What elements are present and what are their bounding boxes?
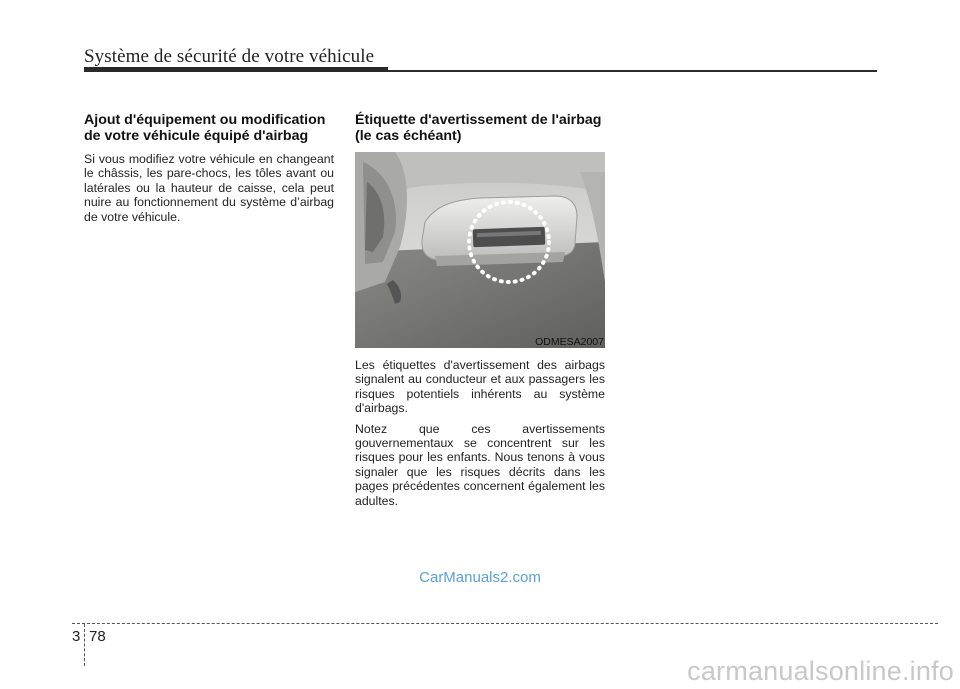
sun-visor-illustration	[355, 152, 605, 348]
page-number: 78	[89, 628, 106, 645]
chapter-number: 3	[72, 628, 81, 645]
footer-separator	[84, 624, 85, 666]
paragraph-warning-labels: Les étiquettes d'avertissement des airbags signalent au conducteur et aux passagers les risques potentiels inhérents au système d'airbags.	[355, 358, 605, 416]
header-rule	[388, 70, 877, 72]
paragraph-modification: Si vous modifiez votre véhicule en changeant le châssis, les pare-chocs, les tôles avant ou latérales ou la hauteur de caisse, cela peut nuire au fonctionnement du système d’airbag de votre véhicule.	[84, 152, 334, 224]
paragraph-government-warnings: Notez que ces avertissements gouvernementaux se concentrent sur les risques pour les enfants. Nous tenons à vous signaler que les risques décrits dans les pages précédentes concernent également les adultes.	[355, 421, 605, 508]
right-column	[355, 113, 605, 514]
footer-rule	[72, 623, 938, 624]
header-accent-bar	[84, 67, 388, 72]
watermark-carmanuals2: CarManuals2.com	[419, 569, 541, 586]
section-heading-modification: Ajout d'équipement ou modification de votre véhicule équipé d'airbag	[84, 112, 326, 144]
section-heading-warning-label: Étiquette d'avertissement de l'airbag (le cas échéant)	[355, 112, 602, 144]
header-title: Système de sécurité de votre véhicule	[84, 46, 375, 67]
figure-code: ODMESA2007	[535, 336, 604, 348]
site-watermark: carmanualsonline.info	[687, 656, 954, 686]
sun-visor-drawing	[355, 152, 605, 348]
left-column	[84, 113, 334, 230]
